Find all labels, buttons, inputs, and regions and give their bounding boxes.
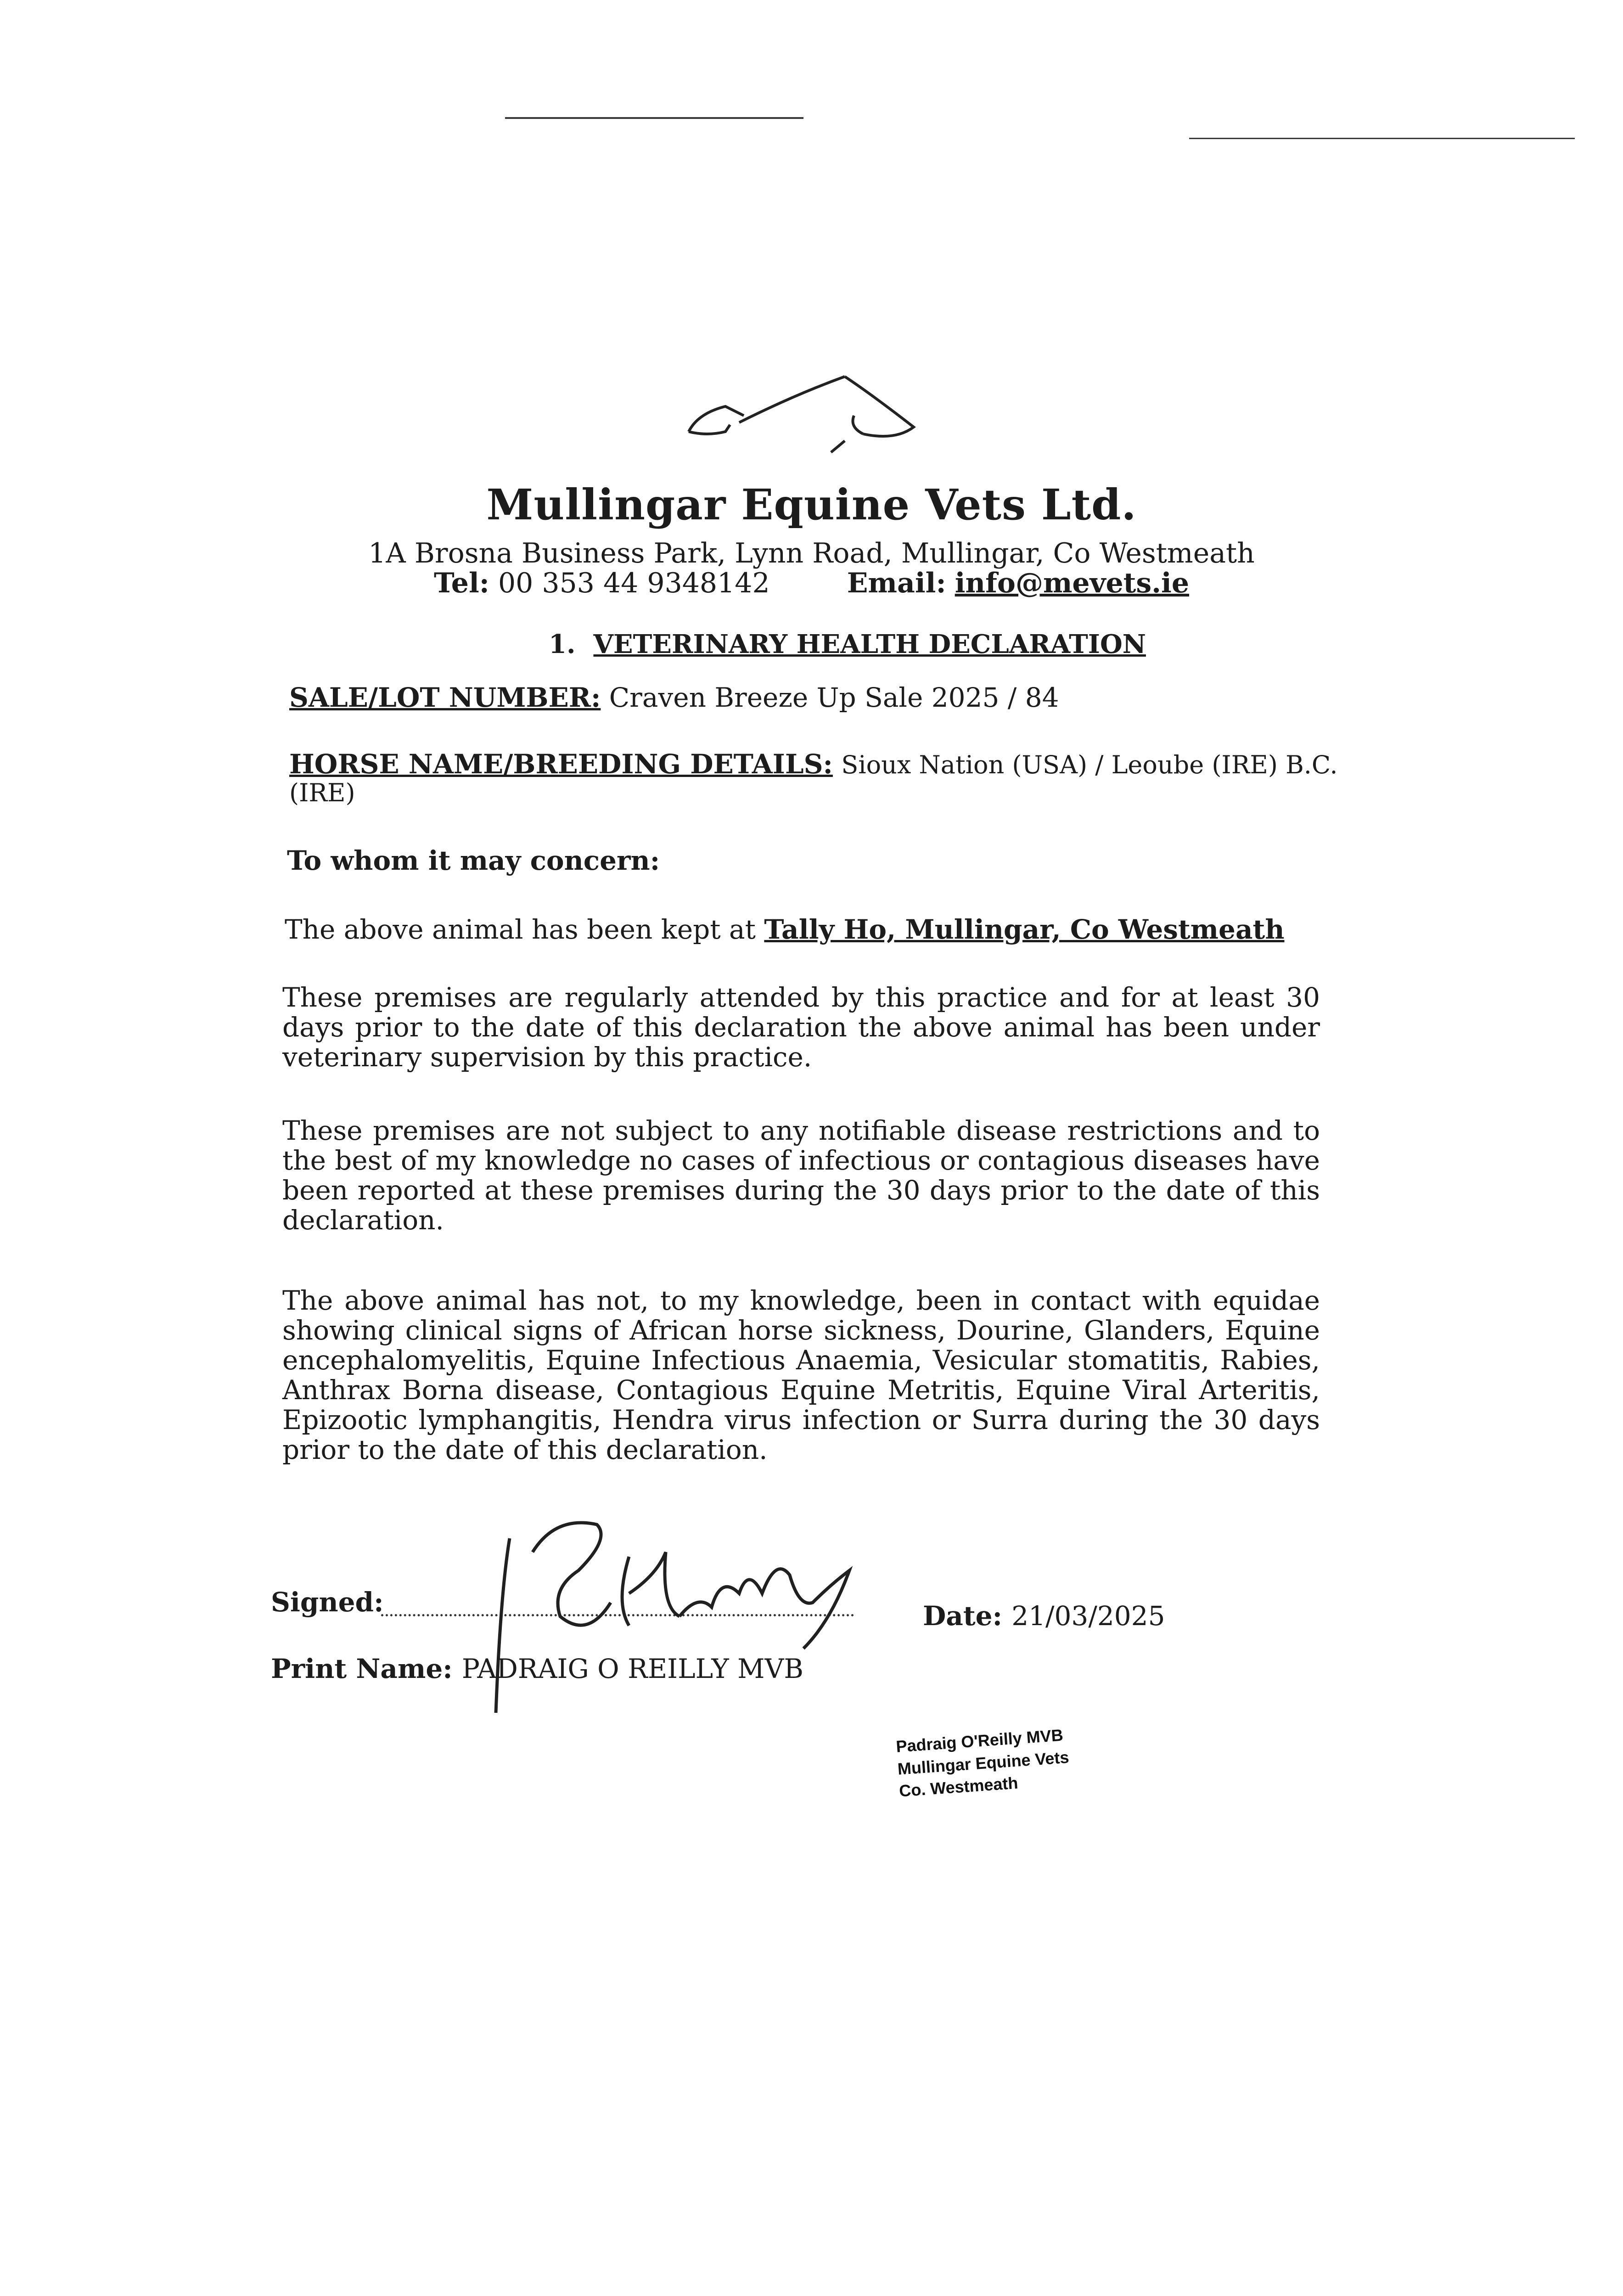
print-name-value: PADRAIG O REILLY MVB: [461, 1653, 804, 1684]
horse-details-field: [289, 748, 1337, 780]
greeting: To whom it may concern:: [287, 845, 660, 876]
practice-stamp: [895, 1724, 1071, 1803]
email-link[interactable]: info@mevets.ie: [955, 567, 1189, 599]
date-value: 21/03/2025: [1011, 1600, 1165, 1632]
stamp-line: Padraig O'Reilly MVB: [895, 1725, 1064, 1756]
kept-at-line: [285, 914, 1285, 945]
print-name-field: [271, 1653, 803, 1684]
scan-artifact-line: [505, 117, 803, 119]
sale-lot-value: Craven Breeze Up Sale 2025 / 84: [609, 682, 1059, 713]
paragraph-no-restrictions: These premises are not subject to any notifiable disease restrictions and to the best of my knowledge no cases of infectious or contagious diseases have been reported at these premises during the 30 days prior to the date of this declaration.: [282, 1115, 1320, 1236]
paragraph-no-contact: The above animal has not, to my knowledge, been in contact with equidae showing clinical signs of African horse sickness, Dourine, Glanders, Equine encephalomyelitis, Equine Infectious Anaemia, Vesicular stomatitis, Rabies, Anthrax Borna disease, Contagious Equine Metritis, Equine Viral Arteritis, Epizootic lymphangitis, Hendra virus infection or Surra during the 30 days prior to the date of this declaration.: [282, 1285, 1320, 1465]
stamp-line: Mullingar Equine Vets: [897, 1747, 1070, 1778]
stamp-line: Co. Westmeath: [898, 1773, 1019, 1801]
kept-at-location: Tally Ho, Mullingar, Co Westmeath: [764, 914, 1285, 945]
print-name-label: Print Name:: [271, 1653, 453, 1684]
horse-details-value-cont: (IRE): [289, 778, 355, 807]
sale-lot-field: [289, 682, 1059, 713]
signed-label: Signed:: [271, 1587, 384, 1618]
paragraph-supervision: These premises are regularly attended by this practice and for at least 30 days prior to the date of this declaration the above animal has been under veterinary supervision by this practice.: [282, 982, 1320, 1073]
tel-label: Tel:: [434, 567, 489, 599]
date-label: Date:: [923, 1600, 1002, 1632]
tel-value: 00 353 44 9348142: [498, 567, 770, 599]
sale-lot-label: SALE/LOT NUMBER:: [289, 682, 601, 713]
horse-details-value: Sioux Nation (USA) / Leoube (IRE) B.C.: [841, 750, 1338, 779]
declaration-heading: [549, 629, 1146, 659]
contact-line: [0, 567, 1623, 599]
company-name: Mullingar Equine Vets Ltd.: [486, 480, 1137, 529]
declaration-number: 1.: [549, 629, 576, 659]
kept-at-text: The above animal has been kept at: [285, 914, 756, 945]
email-label: Email:: [847, 567, 946, 599]
horse-head-logo-icon: [680, 367, 955, 459]
date-field: [923, 1600, 1165, 1632]
scan-artifact-line: [1189, 138, 1575, 139]
horse-details-label: HORSE NAME/BREEDING DETAILS:: [289, 748, 833, 780]
declaration-title: VETERINARY HEALTH DECLARATION: [593, 629, 1146, 659]
company-address: 1A Brosna Business Park, Lynn Road, Mullingar, Co Westmeath: [368, 537, 1255, 569]
